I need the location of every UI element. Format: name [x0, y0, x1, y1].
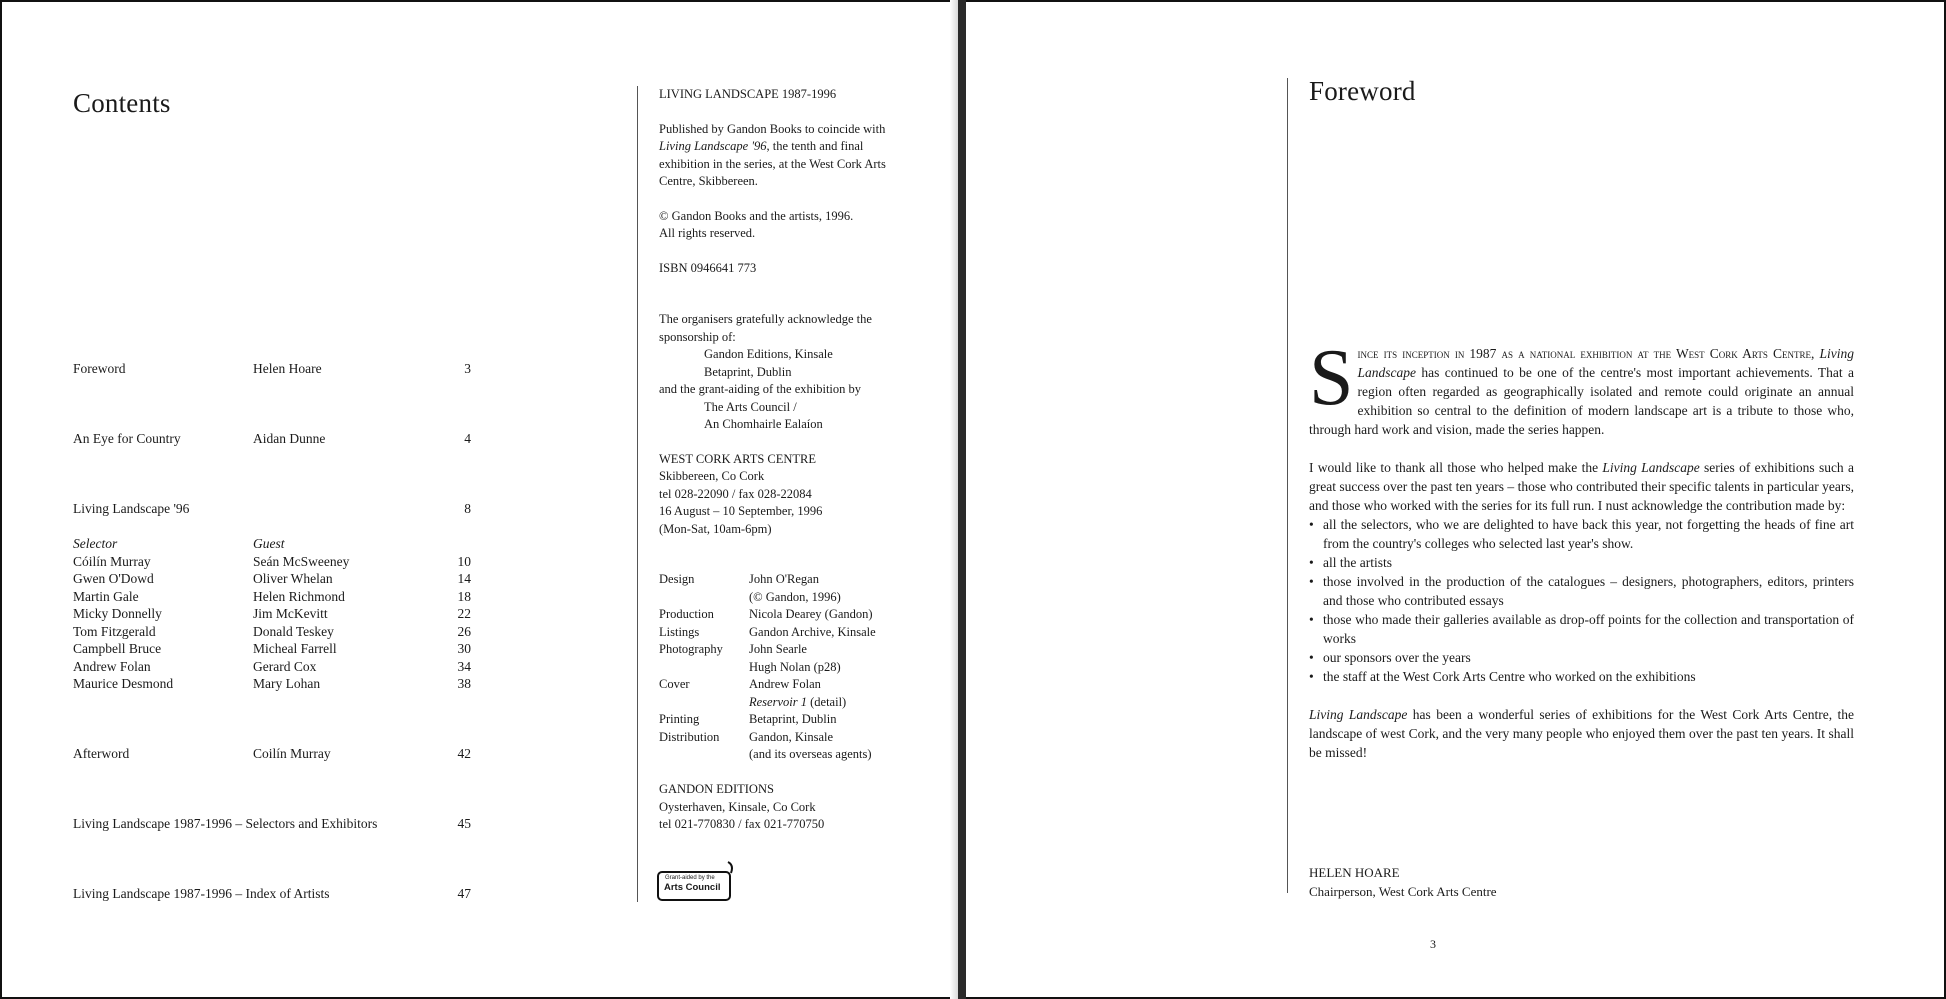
arts-council-logo [657, 867, 735, 903]
list-item: • those involved in the production of the catalogues – designers, photographers, editors, printers and those who contributed essays [1309, 572, 1854, 610]
toc-page: 14 [457, 571, 471, 586]
foreword-title: Foreword [1309, 76, 1416, 106]
selector-name: Micky Donnelly [73, 606, 162, 621]
toc-entry [73, 746, 471, 764]
list-item: • those who made their galleries available as drop-off points for the collection and transportation of works [1309, 610, 1854, 648]
table-row [73, 606, 471, 624]
toc-page: 22 [457, 606, 471, 621]
page-number: 3 [1430, 937, 1436, 951]
foreword-body [1309, 334, 1855, 762]
foreword-paragraph [1309, 705, 1854, 762]
table-row [73, 659, 471, 677]
selector-name: Cóilín Murray [73, 553, 151, 569]
credit-label: Production [659, 607, 714, 621]
guest-header: Guest [253, 536, 285, 551]
acknowledgement-text: sponsorship of: [659, 329, 736, 344]
selector-name: Martin Gale [73, 588, 139, 604]
series-title: Living Landscape [1602, 460, 1700, 475]
colophon-rule [637, 86, 638, 902]
selector-name: Andrew Folan [73, 658, 151, 674]
foreword-paragraph [1309, 458, 1854, 515]
acknowledgement-list [1309, 515, 1854, 686]
credit-label: Photography [659, 642, 723, 656]
grant-body: An Chomhairle Ealaíon [704, 417, 823, 431]
table-row [73, 641, 471, 659]
list-item: • the staff at the West Cork Arts Centre who worked on the exhibitions [1309, 667, 1854, 686]
series-title: Living Landscape [1357, 346, 1855, 380]
table-header [73, 536, 471, 554]
toc-section: An Eye for Country [73, 431, 181, 446]
toc-page: 30 [457, 641, 471, 656]
paragraph-text: has continued to be one of the centre's most important achievements. That a region often regarded as geographically isolated and remote could originate an annual exhibition so central to the definition of modern landscape art is a tribute to those who, through hard work and vision, made the series happen. [1309, 365, 1854, 437]
guest-name: Donald Teskey [253, 623, 334, 639]
venue-line: Skibbereen, Co Cork [659, 469, 765, 483]
credit-value: Betaprint, Dublin [749, 712, 837, 726]
credit-value: Andrew Folan [749, 677, 821, 691]
credit-value: Gandon, Kinsale [749, 729, 834, 744]
publisher-block [659, 781, 904, 834]
toc-entry [73, 816, 471, 834]
grant-body: The Arts Council / [704, 399, 797, 414]
toc-page: 47 [457, 886, 471, 901]
credit-label: Cover [659, 677, 690, 691]
colophon-heading: LIVING LANDSCAPE 1987-1996 [659, 87, 837, 101]
table-row [73, 571, 471, 589]
toc-page: 42 [457, 746, 471, 761]
venue-name: WEST CORK ARTS CENTRE [659, 451, 817, 466]
guest-name: Seán McSweeney [253, 553, 350, 569]
guest-name: Helen Richmond [253, 588, 345, 604]
toc-page: 34 [457, 658, 471, 674]
drop-cap: S [1309, 334, 1354, 422]
opening-small-caps: ince its inception in 1987 as a national exhibition at the West Cork Arts Centre, [1357, 346, 1815, 361]
table-row [73, 624, 471, 642]
credit-value: (© Gandon, 1996) [749, 589, 841, 604]
paragraph-text: I would like to thank all those who helped make the [1309, 460, 1603, 475]
credit-value: John O'Regan [749, 572, 819, 586]
toc-page: 3 [464, 361, 471, 376]
list-item: • all the selectors, who we are delighted to have back this year, not forgetting the heads of fine art from the country's colleges who selected last year's show. [1309, 515, 1854, 553]
guest-name: Gerard Cox [253, 658, 317, 674]
isbn: ISBN 0946641 773 [659, 260, 757, 275]
logo-caption: Grant-aided by the [665, 875, 715, 881]
list-item: • our sponsors over the years [1309, 648, 1854, 667]
paragraph-text: series of exhibitions such a great success over the past ten years – those who contributed their specific talents in particular years, and those who worked with the series for its full run. I nust acknowledge the contribution made by: [1309, 460, 1854, 513]
rights-line: All rights reserved. [659, 226, 756, 240]
toc-section: Afterword [73, 746, 130, 761]
credit-label: Printing [659, 712, 700, 726]
list-item: • all the artists [1309, 553, 1854, 572]
toc-section: Living Landscape '96 [73, 501, 190, 516]
contents-title: Contents [73, 88, 171, 118]
publisher-contact: tel 021-770830 / fax 021-770750 [659, 817, 825, 831]
toc-page: 45 [457, 816, 471, 831]
toc-author: Aidan Dunne [253, 431, 326, 446]
paragraph-text: has been a wonderful series of exhibitions for the West Cork Arts Centre, the landscape of west Cork, and the very many people who enjoyed them over the past ten years. It shall be missed! [1309, 707, 1854, 760]
acknowledgement-text: and the grant-aiding of the exhibition by [659, 382, 862, 396]
selector-name: Tom Fitzgerald [73, 623, 156, 639]
toc-entry [73, 361, 471, 379]
foreword-rule [1287, 78, 1288, 893]
publisher-name: GANDON EDITIONS [659, 782, 774, 796]
sponsor: Gandon Editions, Kinsale [704, 347, 833, 361]
sponsor: Betaprint, Dublin [704, 364, 792, 379]
toc-section: Living Landscape 1987-1996 – Index of Artists [73, 886, 330, 901]
foreword-paragraph [1309, 334, 1855, 439]
toc-page: 26 [457, 623, 471, 639]
credit-label: Design [659, 572, 695, 586]
acknowledgement-text: The organisers gratefully acknowledge the [659, 312, 872, 326]
table-row [73, 554, 471, 572]
artwork-note: (detail) [806, 694, 847, 709]
toc-page: 8 [464, 501, 471, 516]
toc-entry [73, 431, 471, 449]
gutter-shadow [950, 0, 958, 999]
toc-page: 18 [457, 588, 471, 604]
credit-label: Listings [659, 624, 700, 639]
signature-name: HELEN HOARE [1309, 865, 1400, 880]
logo-wordmark: Arts Council [664, 882, 721, 893]
series-title: Living Landscape [1309, 707, 1408, 722]
toc-author: Helen Hoare [253, 361, 322, 376]
selector-name: Maurice Desmond [73, 676, 174, 691]
book-gutter [958, 0, 966, 999]
venue-line: (Mon-Sat, 10am-6pm) [659, 521, 772, 536]
selector-guest-table [73, 536, 471, 694]
credit-value [749, 694, 846, 712]
toc-page: 38 [457, 676, 471, 691]
publication-note [659, 121, 904, 191]
venue-line: tel 028-22090 / fax 028-22084 [659, 486, 812, 501]
guest-name: Micheal Farrell [253, 641, 337, 656]
credit-value: Hugh Nolan (p28) [749, 659, 841, 674]
publisher-address: Oysterhaven, Kinsale, Co Cork [659, 799, 816, 814]
toc-author: Coilín Murray [253, 746, 331, 761]
toc-section: Living Landscape 1987-1996 – Selectors and Exhibitors [73, 816, 378, 831]
copyright-line: © Gandon Books and the artists, 1996. [659, 208, 854, 223]
selector-header: Selector [73, 536, 118, 551]
toc-entry [73, 501, 471, 519]
toc-page: 10 [457, 553, 471, 569]
table-row [73, 676, 471, 694]
toc-entry [73, 886, 471, 904]
venue-line: 16 August – 10 September, 1996 [659, 504, 823, 518]
colophon-block [659, 86, 904, 538]
toc-page: 4 [464, 431, 471, 446]
guest-name: Mary Lohan [253, 676, 321, 691]
signature-role: Chairperson, West Cork Arts Centre [1309, 884, 1497, 899]
credit-label: Distribution [659, 729, 720, 744]
table-row [73, 589, 471, 607]
exhibition-title: Living Landscape '96 [659, 139, 767, 153]
artwork-title: Reservoir 1 [749, 694, 807, 709]
publication-text: Published by Gandon Books to coincide with [659, 121, 886, 136]
credit-value: John Searle [749, 642, 807, 656]
logo-hook-icon [725, 861, 735, 875]
publication-text: , the tenth and final exhibition in the series, at the West Cork Arts Centre, Skibbereen. [659, 139, 886, 188]
credit-value: Nicola Dearey (Gandon) [749, 607, 873, 621]
guest-name: Jim McKevitt [253, 606, 328, 621]
selector-name: Campbell Bruce [73, 641, 162, 656]
credit-value: (and its overseas agents) [749, 747, 872, 761]
credit-value: Gandon Archive, Kinsale [749, 624, 876, 639]
selector-name: Gwen O'Dowd [73, 571, 154, 586]
toc-section: Foreword [73, 361, 126, 376]
guest-name: Oliver Whelan [253, 571, 333, 586]
